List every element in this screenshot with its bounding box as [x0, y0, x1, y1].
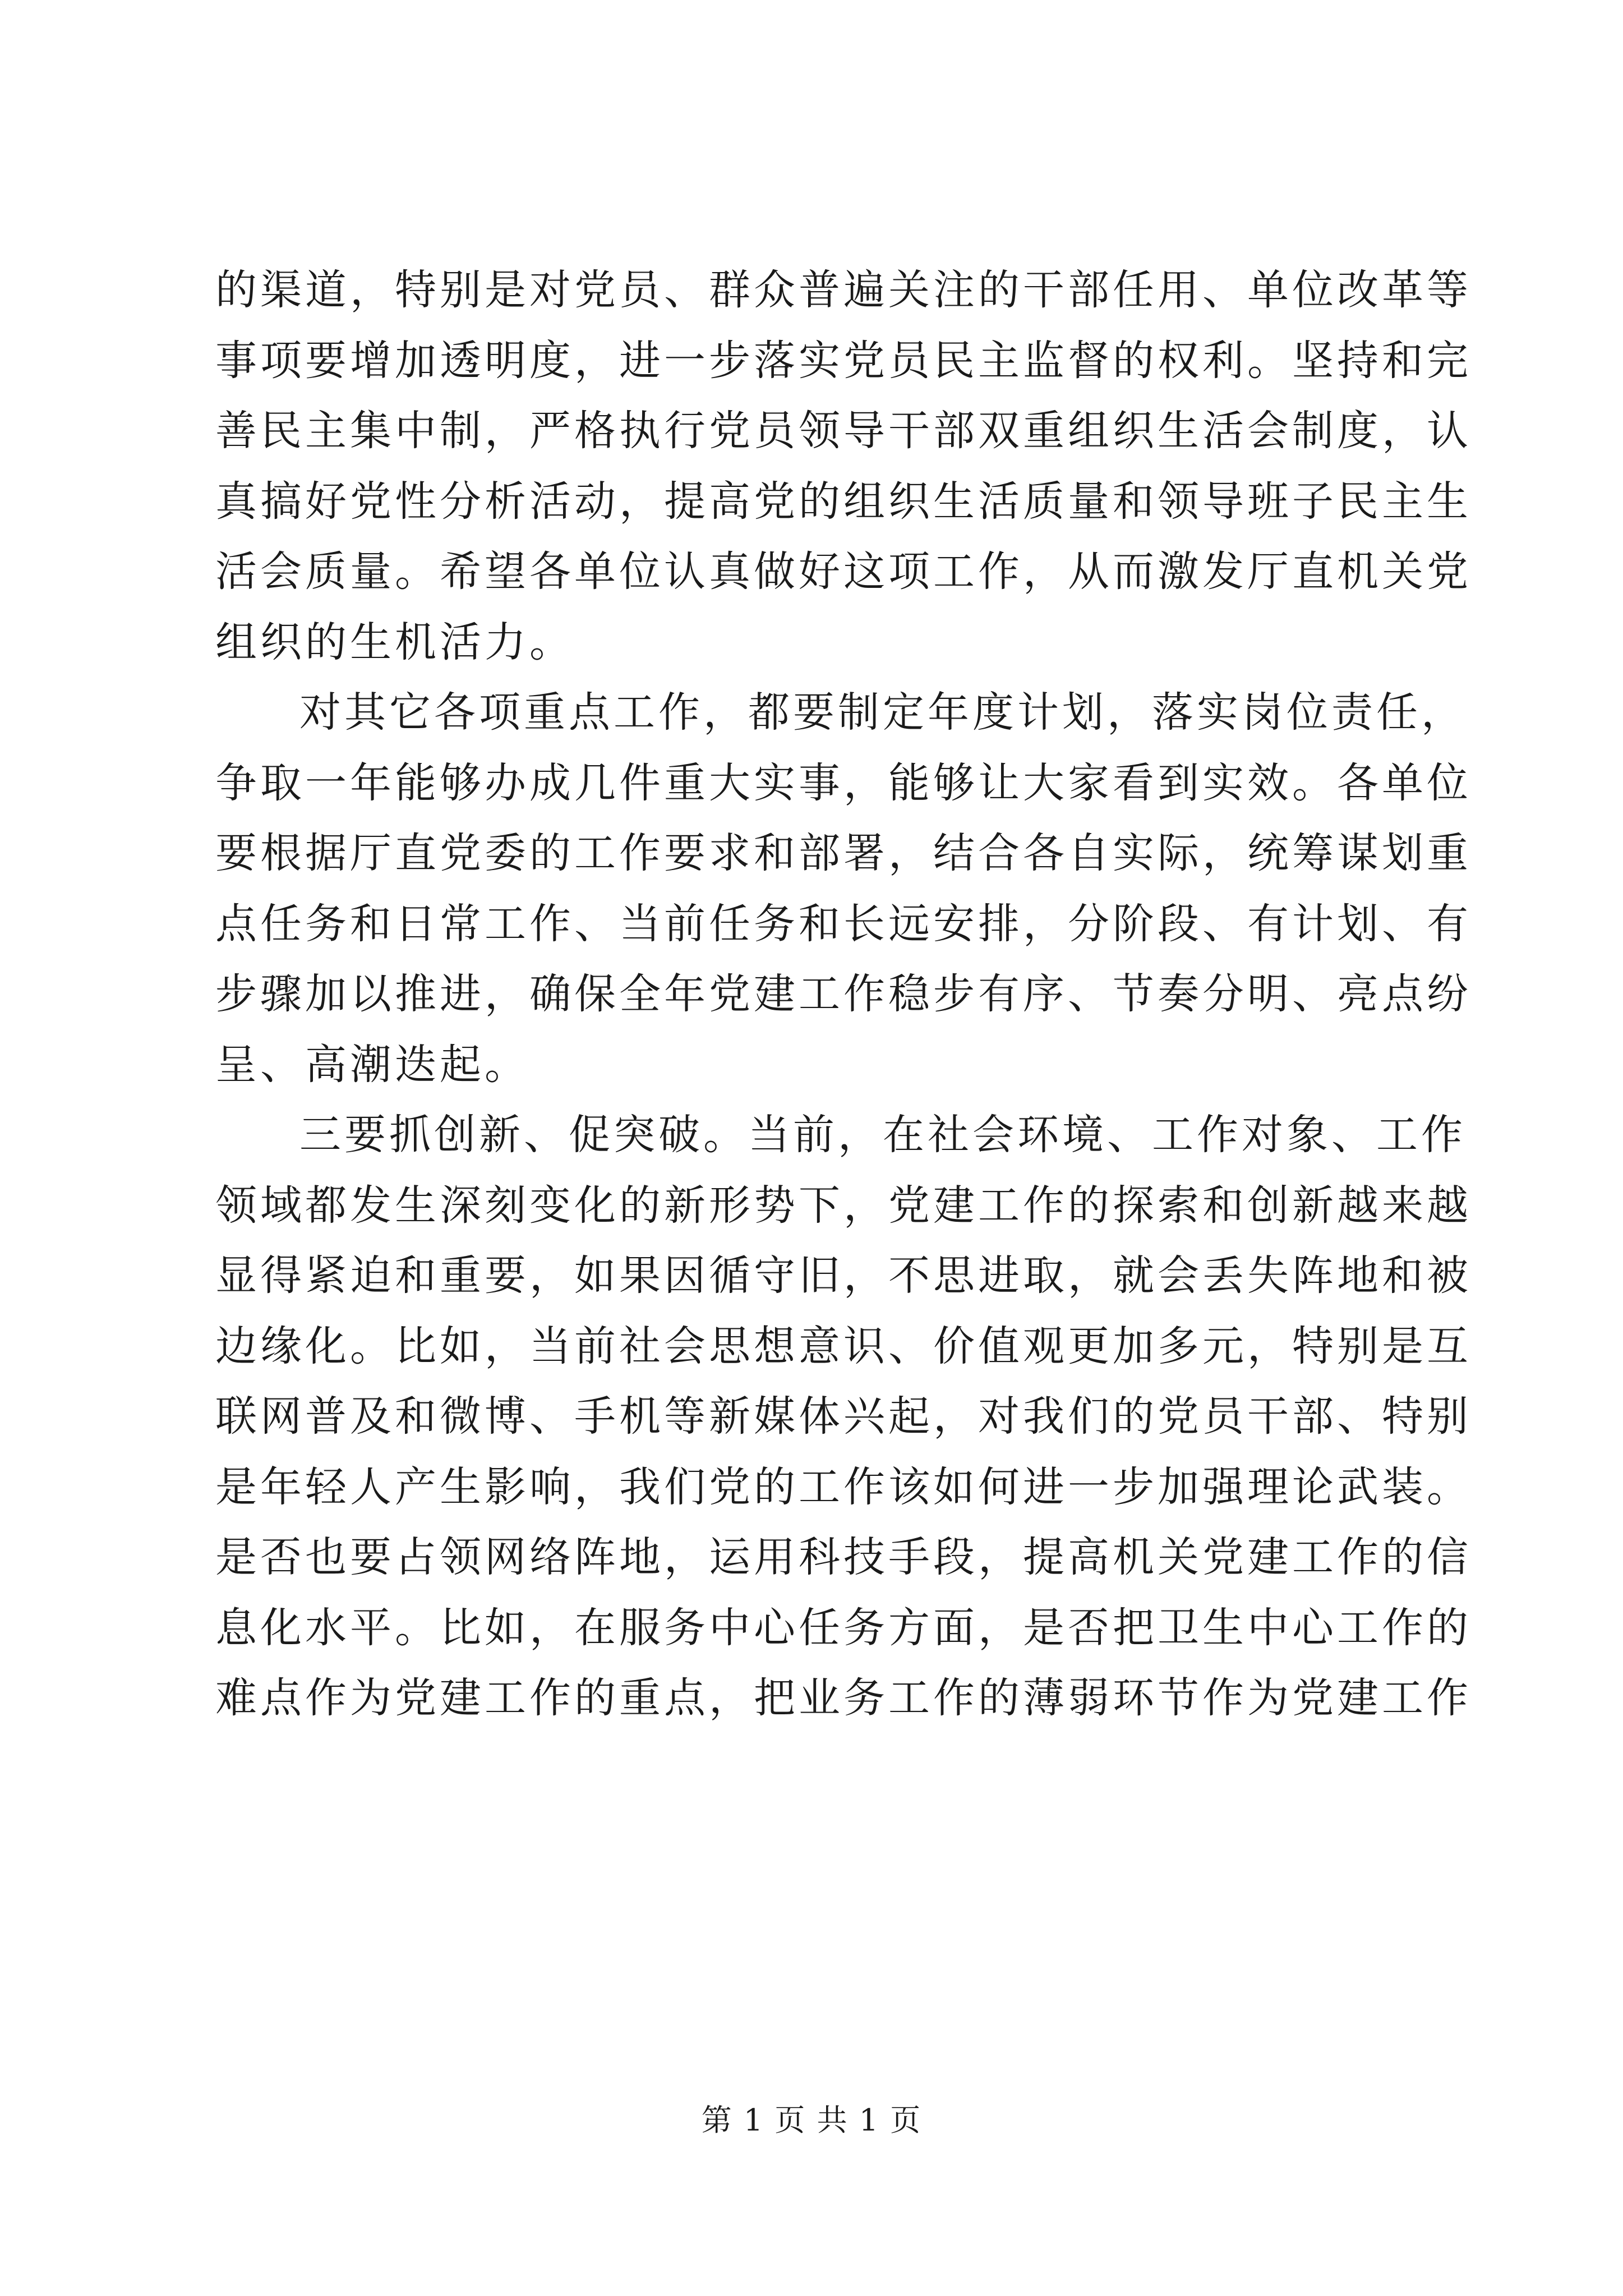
text-line: 息化水平。比如，在服务中心任务方面，是否把卫生中心工作的: [215, 1603, 1472, 1652]
text-line: 是年轻人产生影响，我们党的工作该如何进一步加强理论武装。: [215, 1462, 1472, 1511]
text-line: 步骤加以推进，确保全年党建工作稳步有序、节奏分明、亮点纷: [215, 970, 1472, 1018]
text-line: 呈、高潮迭起。: [215, 1040, 529, 1089]
text-line: 的渠道，特别是对党员、群众普遍关注的干部任用、单位改革等: [215, 266, 1472, 314]
text-line: 争取一年能够办成几件重大实事，能够让大家看到实效。各单位: [215, 758, 1472, 807]
text-line: 事项要增加透明度，进一步落实党员民主监督的权利。坚持和完: [215, 336, 1472, 385]
text-line: 真搞好党性分析活动，提高党的组织生活质量和领导班子民主生: [215, 477, 1472, 526]
text-line: 边缘化。比如，当前社会思想意识、价值观更加多元，特别是互: [215, 1322, 1472, 1370]
text-line: 要根据厅直党委的工作要求和部署，结合各自实际，统筹谋划重: [215, 829, 1472, 877]
text-line: 显得紧迫和重要，如果因循守旧，不思进取，就会丢失阵地和被: [215, 1251, 1472, 1300]
paragraph-1: [215, 255, 1472, 678]
paragraph-2: [215, 678, 1472, 1100]
text-line: 三要抓创新、促突破。当前，在社会环境、工作对象、工作: [299, 1111, 1466, 1159]
text-line: 难点作为党建工作的重点，把业务工作的薄弱环节作为党建工作: [215, 1674, 1472, 1722]
text-line: 善民主集中制，严格执行党员领导干部双重组织生活会制度，认: [215, 407, 1472, 455]
text-line: 是否也要占领网络阵地，运用科技手段，提高机关党建工作的信: [215, 1533, 1472, 1581]
page-number-footer: 第 1 页 共 1 页: [701, 2102, 922, 2138]
text-line: 组织的生机活力。: [215, 618, 574, 666]
text-line: 领域都发生深刻变化的新形势下，党建工作的探索和创新越来越: [215, 1181, 1472, 1230]
document-body: [215, 255, 1472, 1734]
paragraph-3: [215, 1100, 1472, 1734]
text-line: 对其它各项重点工作，都要制定年度计划，落实岗位责任，: [299, 688, 1466, 737]
text-line: 点任务和日常工作、当前任务和长远安排，分阶段、有计划、有: [215, 899, 1472, 948]
text-line: 联网普及和微博、手机等新媒体兴起，对我们的党员干部、特别: [215, 1392, 1472, 1441]
text-line: 活会质量。希望各单位认真做好这项工作，从而激发厅直机关党: [215, 547, 1472, 596]
